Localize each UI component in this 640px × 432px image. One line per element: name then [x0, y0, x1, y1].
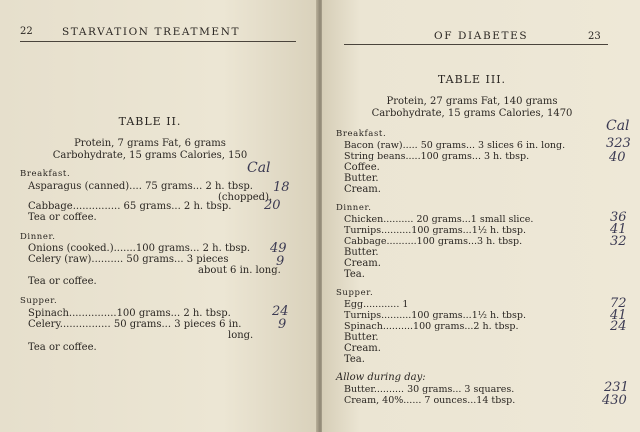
- left-breakfast-cal: 18: [273, 180, 290, 195]
- left-summary-line1: Protein, 7 grams Fat, 6 grams: [74, 138, 226, 149]
- right-supper-cal: 24: [610, 319, 627, 334]
- right-supper-item: Turnips..........100 grams...1½ h. tbsp.: [344, 310, 526, 321]
- left-running-head: STARVATION TREATMENT: [62, 26, 241, 38]
- left-breakfast-item: Asparagus (canned).... 75 grams... 2 h. tbsp.: [28, 181, 253, 192]
- left-breakfast-item: Cabbage............... 65 grams... 2 h. tbsp.: [28, 201, 232, 212]
- left-page-number: 22: [20, 26, 33, 37]
- right-dinner-item: Cream.: [344, 258, 381, 269]
- left-dinner-cal: 9: [276, 254, 285, 269]
- left-dinner-note: about 6 in. long.: [198, 265, 281, 276]
- right-allow-item: Butter.......... 30 grams... 3 squares.: [344, 384, 515, 395]
- right-supper-cal: 41: [610, 308, 627, 323]
- right-allow-item: Cream, 40%...... 7 ounces...14 tbsp.: [344, 395, 516, 406]
- right-breakfast-cal: 323: [606, 136, 631, 151]
- right-dinner-label: Dinner.: [336, 203, 372, 213]
- right-breakfast-cal: 40: [609, 150, 626, 165]
- right-dinner-item: Cabbage..........100 grams...3 h. tbsp.: [344, 236, 523, 247]
- right-dinner-item: Butter.: [344, 247, 379, 258]
- left-supper-label: Supper.: [20, 296, 58, 306]
- right-dinner-cal: 32: [610, 234, 627, 249]
- right-summary-line1: Protein, 27 grams Fat, 140 grams: [386, 96, 558, 107]
- right-supper-item: Egg............ 1: [344, 299, 409, 310]
- right-running-head: OF DIABETES: [434, 30, 529, 42]
- left-dinner-item: Onions (cooked.).......100 grams... 2 h. tbsp.: [28, 243, 251, 254]
- right-breakfast-item: String beans.....100 grams... 3 h. tbsp.: [344, 151, 530, 162]
- left-dinner-item: Tea or coffee.: [28, 276, 97, 287]
- left-cal-header: Cal: [247, 160, 271, 176]
- right-supper-item: Butter.: [344, 332, 379, 343]
- right-supper-item: Tea.: [344, 354, 365, 365]
- right-dinner-item: Tea.: [344, 269, 365, 280]
- left-supper-item: Tea or coffee.: [28, 342, 97, 353]
- left-supper-note: long.: [228, 330, 254, 341]
- left-table-title: TABLE II.: [118, 115, 182, 128]
- left-breakfast-cal: 20: [264, 198, 281, 213]
- right-breakfast-item: Coffee.: [344, 162, 380, 173]
- right-summary-line2: Carbohydrate, 15 grams Calories, 1470: [371, 108, 573, 119]
- left-page: [0, 0, 318, 432]
- right-breakfast-item: Bacon (raw)..... 50 grams... 3 slices 6 in. long.: [344, 140, 566, 151]
- left-dinner-label: Dinner.: [20, 232, 56, 242]
- right-breakfast-label: Breakfast.: [336, 129, 387, 139]
- right-supper-item: Cream.: [344, 343, 381, 354]
- right-cal-header: Cal: [606, 118, 630, 134]
- right-page-number: 23: [588, 31, 601, 42]
- left-supper-cal: 24: [272, 304, 289, 319]
- right-breakfast-item: Cream.: [344, 184, 381, 195]
- right-dinner-item: Chicken.......... 20 grams...1 small slice.: [344, 214, 534, 225]
- right-table-title: TABLE III.: [437, 73, 507, 86]
- left-breakfast-item: Tea or coffee.: [28, 212, 97, 223]
- right-header-rule: [344, 44, 608, 45]
- right-page: [322, 0, 640, 432]
- right-dinner-cal: 36: [610, 210, 627, 225]
- right-supper-label: Supper.: [336, 288, 374, 298]
- left-supper-item: Spinach...............100 grams... 2 h. tbsp.: [28, 308, 231, 319]
- right-allow-cal: 231: [604, 380, 629, 395]
- right-supper-cal: 72: [610, 296, 627, 311]
- left-breakfast-label: Breakfast.: [20, 169, 71, 179]
- left-header-rule: [20, 41, 296, 42]
- left-summary-line2: Carbohydrate, 15 grams Calories, 150: [52, 150, 248, 161]
- right-dinner-cal: 41: [610, 222, 627, 237]
- right-dinner-item: Turnips..........100 grams...1½ h. tbsp.: [344, 225, 526, 236]
- left-breakfast-note: (chopped).: [218, 192, 273, 203]
- right-supper-item: Spinach..........100 grams...2 h. tbsp.: [344, 321, 519, 332]
- right-allow-cal: 430: [602, 393, 627, 408]
- left-dinner-cal: 49: [270, 241, 287, 256]
- right-allow-label: Allow during day:: [336, 372, 426, 383]
- left-dinner-item: Celery (raw).......... 50 grams... 3 pieces: [28, 254, 229, 265]
- left-supper-cal: 9: [278, 317, 287, 332]
- left-supper-item: Celery................ 50 grams... 3 pieces 6 in.: [28, 319, 242, 330]
- right-breakfast-item: Butter.: [344, 173, 379, 184]
